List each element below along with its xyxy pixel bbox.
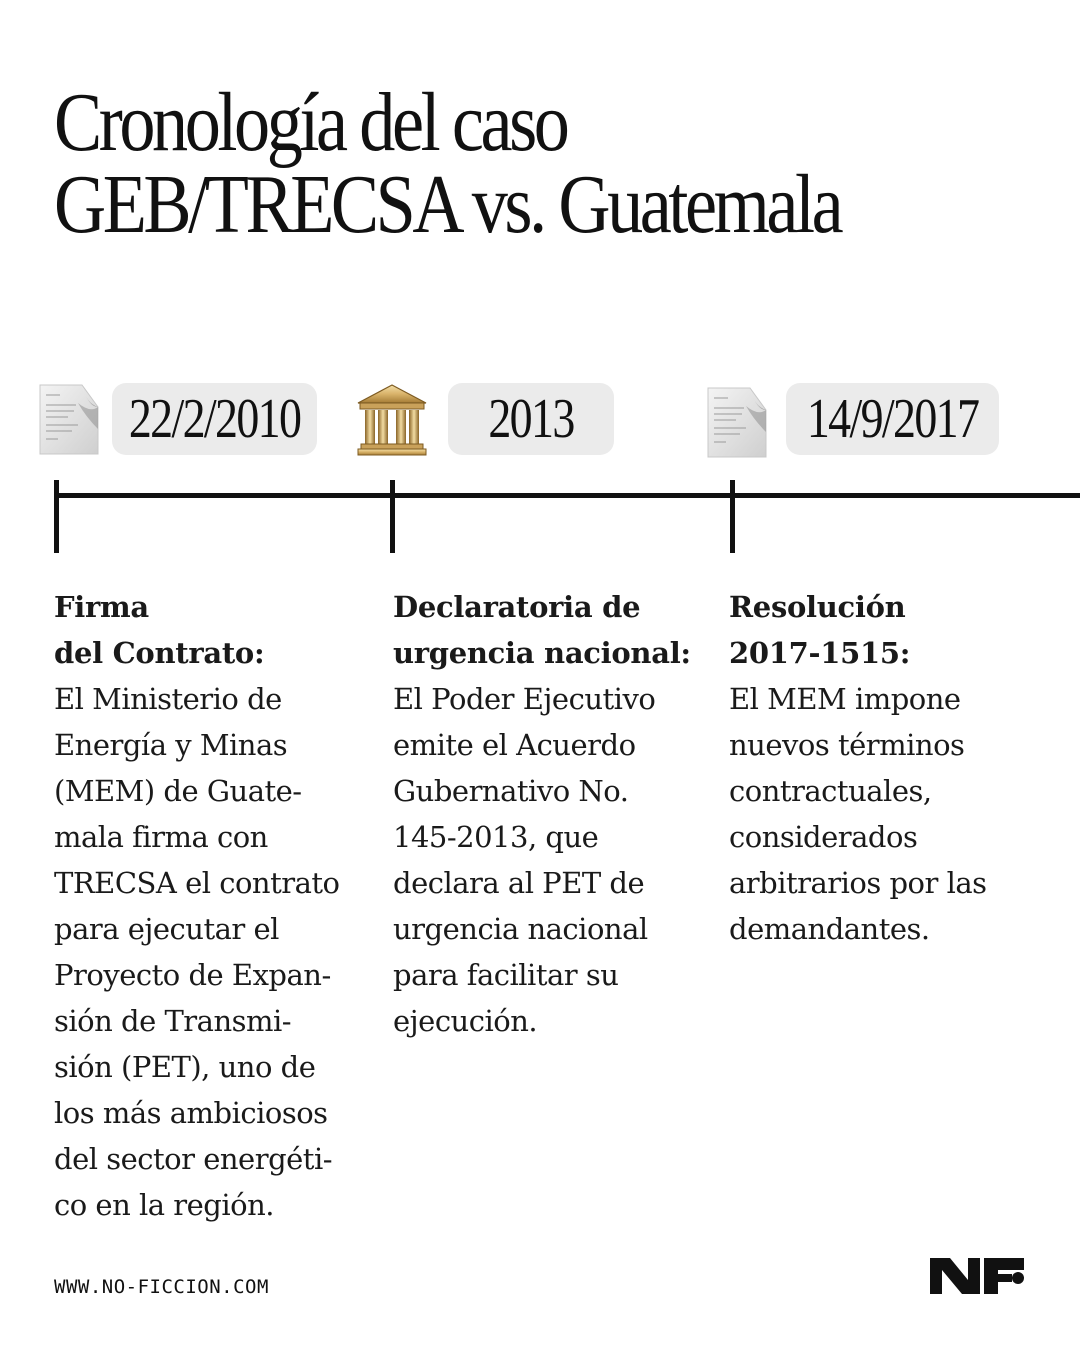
timeline-tick bbox=[730, 480, 735, 553]
event-body bbox=[54, 676, 340, 1228]
government-building-icon bbox=[356, 383, 428, 456]
event-body-line: arbitrarios por las bbox=[729, 866, 987, 900]
date-text: 2013 bbox=[488, 388, 574, 450]
timeline-tick bbox=[390, 480, 395, 553]
event-title-line: del Contrato: bbox=[54, 636, 265, 670]
event-body-line: emite el Acuerdo bbox=[393, 728, 636, 762]
document-icon bbox=[706, 386, 768, 459]
page-title-line-1: Cronología del caso bbox=[54, 76, 567, 169]
event-body-line: nuevos términos bbox=[729, 728, 965, 762]
page-title bbox=[54, 76, 880, 251]
event-title-line: 2017-1515: bbox=[729, 636, 911, 670]
event-body-line: para ejecutar el bbox=[54, 912, 279, 946]
event-title-line: Declaratoria de bbox=[393, 590, 641, 624]
date-badge-2010 bbox=[112, 383, 317, 455]
event-firma-contrato bbox=[54, 584, 340, 1228]
event-body bbox=[729, 676, 987, 952]
event-title-line: Resolución bbox=[729, 590, 906, 624]
event-body-line: ejecución. bbox=[393, 1004, 538, 1038]
event-body-line: El Ministerio de bbox=[54, 682, 282, 716]
event-body bbox=[393, 676, 691, 1044]
event-body-line: demandantes. bbox=[729, 912, 930, 946]
event-body-line: considerados bbox=[729, 820, 918, 854]
event-declaratoria-urgencia bbox=[393, 584, 691, 1044]
date-badge-2013 bbox=[448, 383, 614, 455]
event-body-line: Gubernativo No. bbox=[393, 774, 629, 808]
page-title-line-2: GEB/TRECSA vs. Guatemala bbox=[54, 158, 841, 251]
nf-logo bbox=[928, 1256, 1026, 1300]
event-body-line: El Poder Ejecutivo bbox=[393, 682, 656, 716]
event-body-line: del sector energéti- bbox=[54, 1142, 333, 1176]
nf-logo-mark bbox=[928, 1256, 1026, 1296]
date-text: 14/9/2017 bbox=[806, 388, 979, 450]
event-body-line: (MEM) de Guate- bbox=[54, 774, 302, 808]
event-body-line: co en la región. bbox=[54, 1188, 274, 1222]
event-body-line: para facilitar su bbox=[393, 958, 619, 992]
event-body-line: sión de Transmi- bbox=[54, 1004, 292, 1038]
date-text: 22/2/2010 bbox=[128, 388, 301, 450]
event-body-line: TRECSA el contrato bbox=[54, 866, 340, 900]
event-resolucion-2017 bbox=[729, 584, 987, 952]
timeline-tick bbox=[54, 480, 59, 553]
event-body-line: Energía y Minas bbox=[54, 728, 288, 762]
footer-url[interactable]: WWW.NO-FICCION.COM bbox=[54, 1276, 269, 1298]
event-body-line: 145-2013, que bbox=[393, 820, 599, 854]
event-body-line: Proyecto de Expan- bbox=[54, 958, 331, 992]
event-title-line: urgencia nacional: bbox=[393, 636, 691, 670]
event-body-line: declara al PET de bbox=[393, 866, 645, 900]
event-body-line: urgencia nacional bbox=[393, 912, 648, 946]
event-body-line: sión (PET), uno de bbox=[54, 1050, 316, 1084]
document-icon bbox=[38, 383, 100, 456]
event-title-line: Firma bbox=[54, 590, 149, 624]
event-title bbox=[393, 584, 691, 676]
event-body-line: mala firma con bbox=[54, 820, 268, 854]
event-title bbox=[54, 584, 340, 676]
event-title bbox=[729, 584, 987, 676]
date-badge-2017 bbox=[786, 383, 999, 455]
event-body-line: El MEM impone bbox=[729, 682, 961, 716]
event-body-line: contractuales, bbox=[729, 774, 932, 808]
timeline-line bbox=[56, 493, 1080, 498]
event-body-line: los más ambiciosos bbox=[54, 1096, 328, 1130]
